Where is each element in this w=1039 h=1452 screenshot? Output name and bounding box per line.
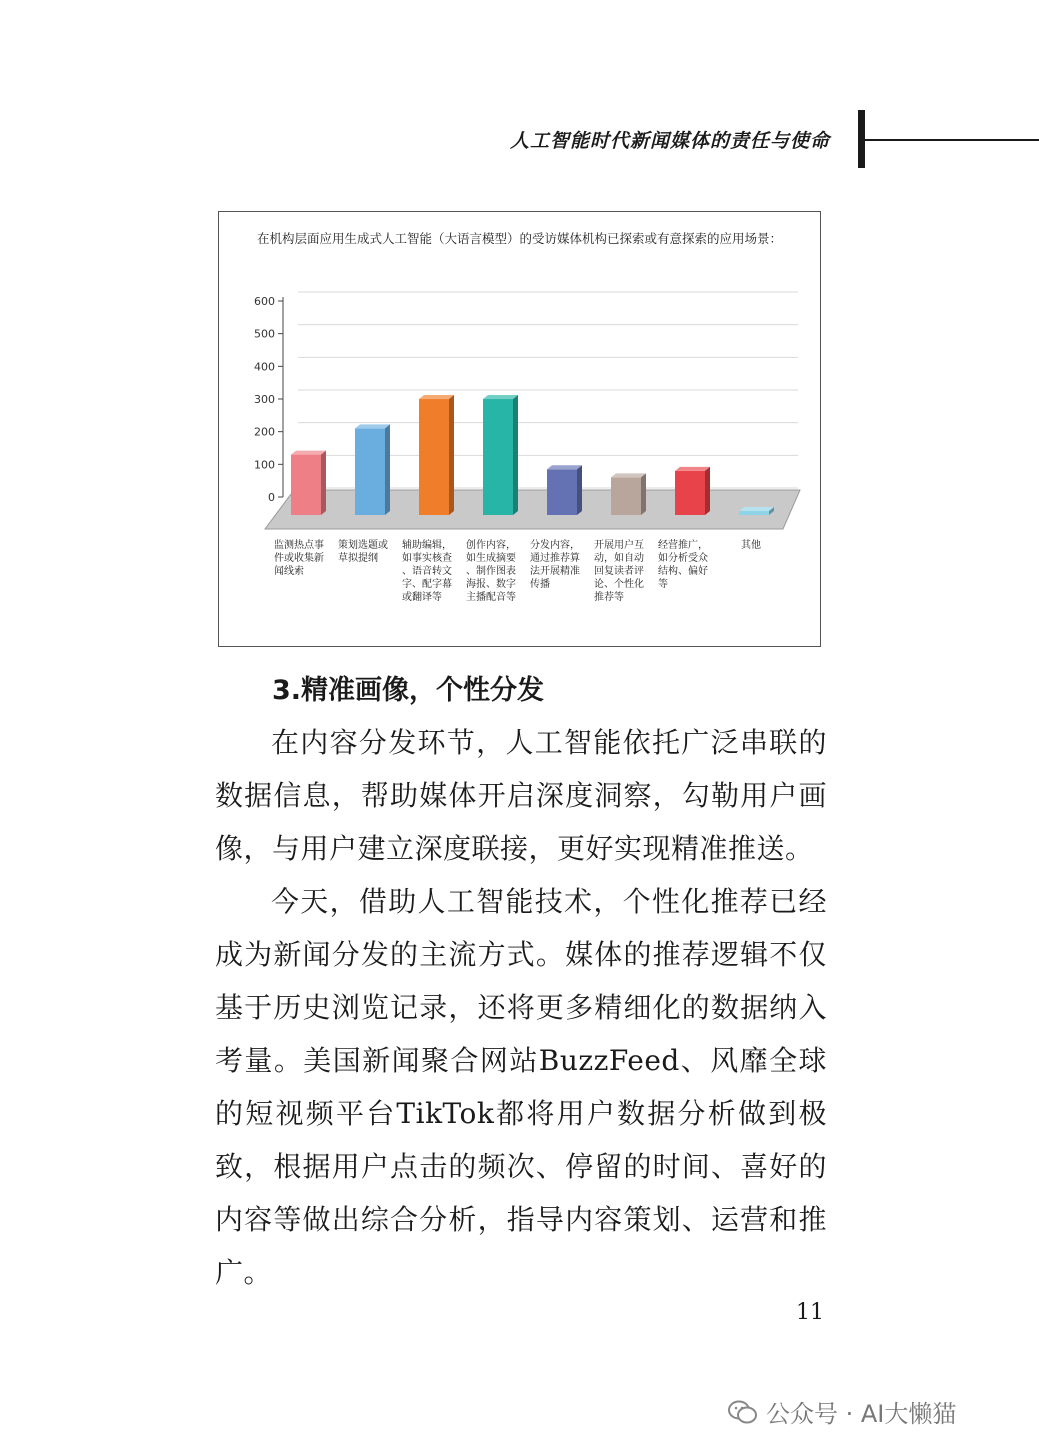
bar — [611, 477, 641, 515]
bar-side — [385, 424, 390, 515]
x-tick-label: 策划选题或草拟提纲 — [338, 540, 388, 564]
y-tick-label: 100 — [254, 458, 275, 472]
bar — [547, 469, 577, 515]
bar-side — [513, 395, 518, 515]
bar-top — [611, 473, 646, 477]
body-text — [215, 716, 827, 1299]
chart-figure — [218, 211, 821, 647]
x-tick-label: 辅助编辑，如事实核查、语音转文字、配字幕或翻译等 — [402, 540, 452, 603]
y-tick-label: 300 — [254, 393, 275, 406]
watermark — [728, 1394, 956, 1429]
section-heading: 3.精准画像，个性分发 — [272, 675, 545, 706]
x-tick-label: 分发内容，通过推荐算法开展精准传播 — [530, 540, 580, 590]
bar — [419, 399, 449, 515]
watermark-text: 公众号 · AI大懒猫 — [766, 1400, 957, 1428]
y-tick-label: 600 — [254, 295, 275, 308]
page-number: 11 — [796, 1300, 824, 1325]
x-tick-label: 开展用户互动，如自动回复读者评论、个性化推荐等 — [594, 540, 644, 603]
bar-side — [321, 451, 326, 515]
bar-side — [577, 465, 582, 515]
header-bar — [858, 110, 865, 168]
bar-chart — [219, 212, 819, 645]
bar — [483, 399, 513, 515]
bar-side — [449, 395, 454, 515]
bar — [675, 471, 705, 515]
y-tick-label: 0 — [268, 491, 275, 504]
y-tick-label: 400 — [254, 360, 275, 374]
header-rule — [865, 139, 1039, 141]
bar — [291, 455, 321, 515]
x-tick-label: 创作内容，如生成摘要、制作图表海报、数字主播配音等 — [466, 540, 516, 603]
bar-top — [419, 395, 454, 399]
paragraph: 今天，借助人工智能技术，个性化推荐已经成为新闻分发的主流方式。媒体的推荐逻辑不仅基于历史浏览记录，还将更多精细化的数据纳入考量。美国新闻聚合网站BuzzFeed、风靡全球的短视频平台TikTok都将用户数据分析做到极致，根据用户点击的频次、停留的时间、喜好的内容等做出综合分析，指导内容策划、运营和推广。 — [215, 885, 827, 1289]
bar-top — [739, 507, 774, 511]
chart-title: 在机构层面应用生成式人工智能（大语言模型）的受访媒体机构已探索或有意探索的应用场景： — [257, 231, 783, 246]
chart-floor — [265, 490, 800, 529]
y-tick-label: 500 — [254, 327, 275, 341]
wechat-icon — [728, 1399, 758, 1425]
bar-top — [355, 424, 390, 428]
bar-top — [675, 467, 710, 471]
bar — [355, 428, 385, 515]
x-tick-label: 监测热点事件或收集新闻线索 — [274, 540, 324, 577]
bar-top — [483, 395, 518, 399]
paragraph: 在内容分发环节，人工智能依托广泛串联的数据信息，帮助媒体开启深度洞察，勾勒用户画像，与用户建立深度联接，更好实现精准推送。 — [215, 726, 827, 865]
bar-top — [547, 465, 582, 469]
y-tick-label: 200 — [254, 425, 275, 439]
bar-side — [705, 467, 710, 515]
running-head: 人工智能时代新闻媒体的责任与使命 — [509, 130, 830, 152]
x-tick-label: 经营推广，如分析受众结构、偏好等 — [658, 540, 708, 590]
bar-side — [641, 473, 646, 515]
x-tick-label: 其他 — [741, 540, 761, 551]
bar-top — [291, 451, 326, 455]
bar — [739, 511, 769, 515]
